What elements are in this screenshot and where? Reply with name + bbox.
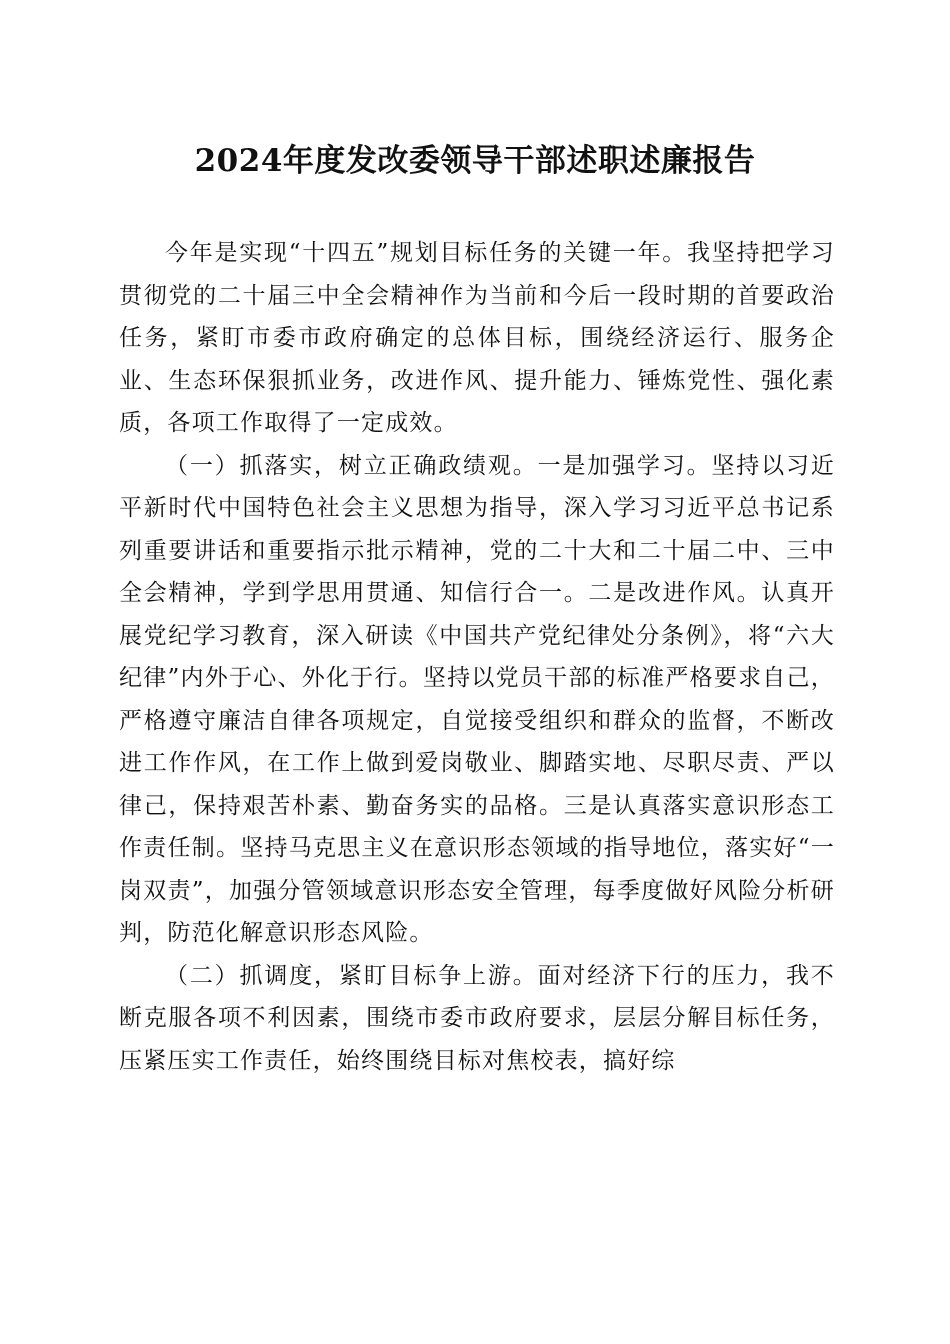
paragraph-section-1: （一）抓落实，树立正确政绩观。一是加强学习。坚持以习近平新时代中国特色社会主义思想为指导，深入学习习近平总书记系列重要讲话和重要指示批示精神，党的二十大和二十届二中、三中全会精神，学到学思用贯通、知信行合一。二是改进作风。认真开展党纪学习教育，深入研读《中国共产党纪律处分条例》，将“六大纪律”内外于心、外化于行。坚持以党员干部的标准严格要求自己，严格遵守廉洁自律各项规定，自觉接受组织和群众的监督，不断改进工作作风，在工作上做到爱岗敬业、脚踏实地、尽职尽责、严以律己，保持艰苦朴素、勤奋务实的品格。三是认真落实意识形态工作责任制。坚持马克思主义在意识形态领域的指导地位，落实好“一岗双责”，加强分管领域意识形态安全管理，每季度做好风险分析研判，防范化解意识形态风险。 [119,452,835,946]
paragraph-section-2: （二）抓调度，紧盯目标争上游。面对经济下行的压力，我不断克服各项不利因素，围绕市委市政府要求，层层分解目标任务，压紧压实工作责任，始终围绕目标对焦校表，搞好综 [119,962,835,1074]
document-title: 2024年度发改委领导干部述职述廉报告 [194,143,756,179]
document-body [119,232,835,1082]
paragraph-intro: 今年是实现“十四五”规划目标任务的关键一年。我坚持把学习贯彻党的二十届三中全会精神作为当前和今后一段时期的首要政治任务，紧盯市委市政府确定的总体目标，围绕经济运行、服务企业、生态环保狠抓业务，改进作风、提升能力、锤炼党性、强化素质，各项工作取得了一定成效。 [119,240,835,436]
